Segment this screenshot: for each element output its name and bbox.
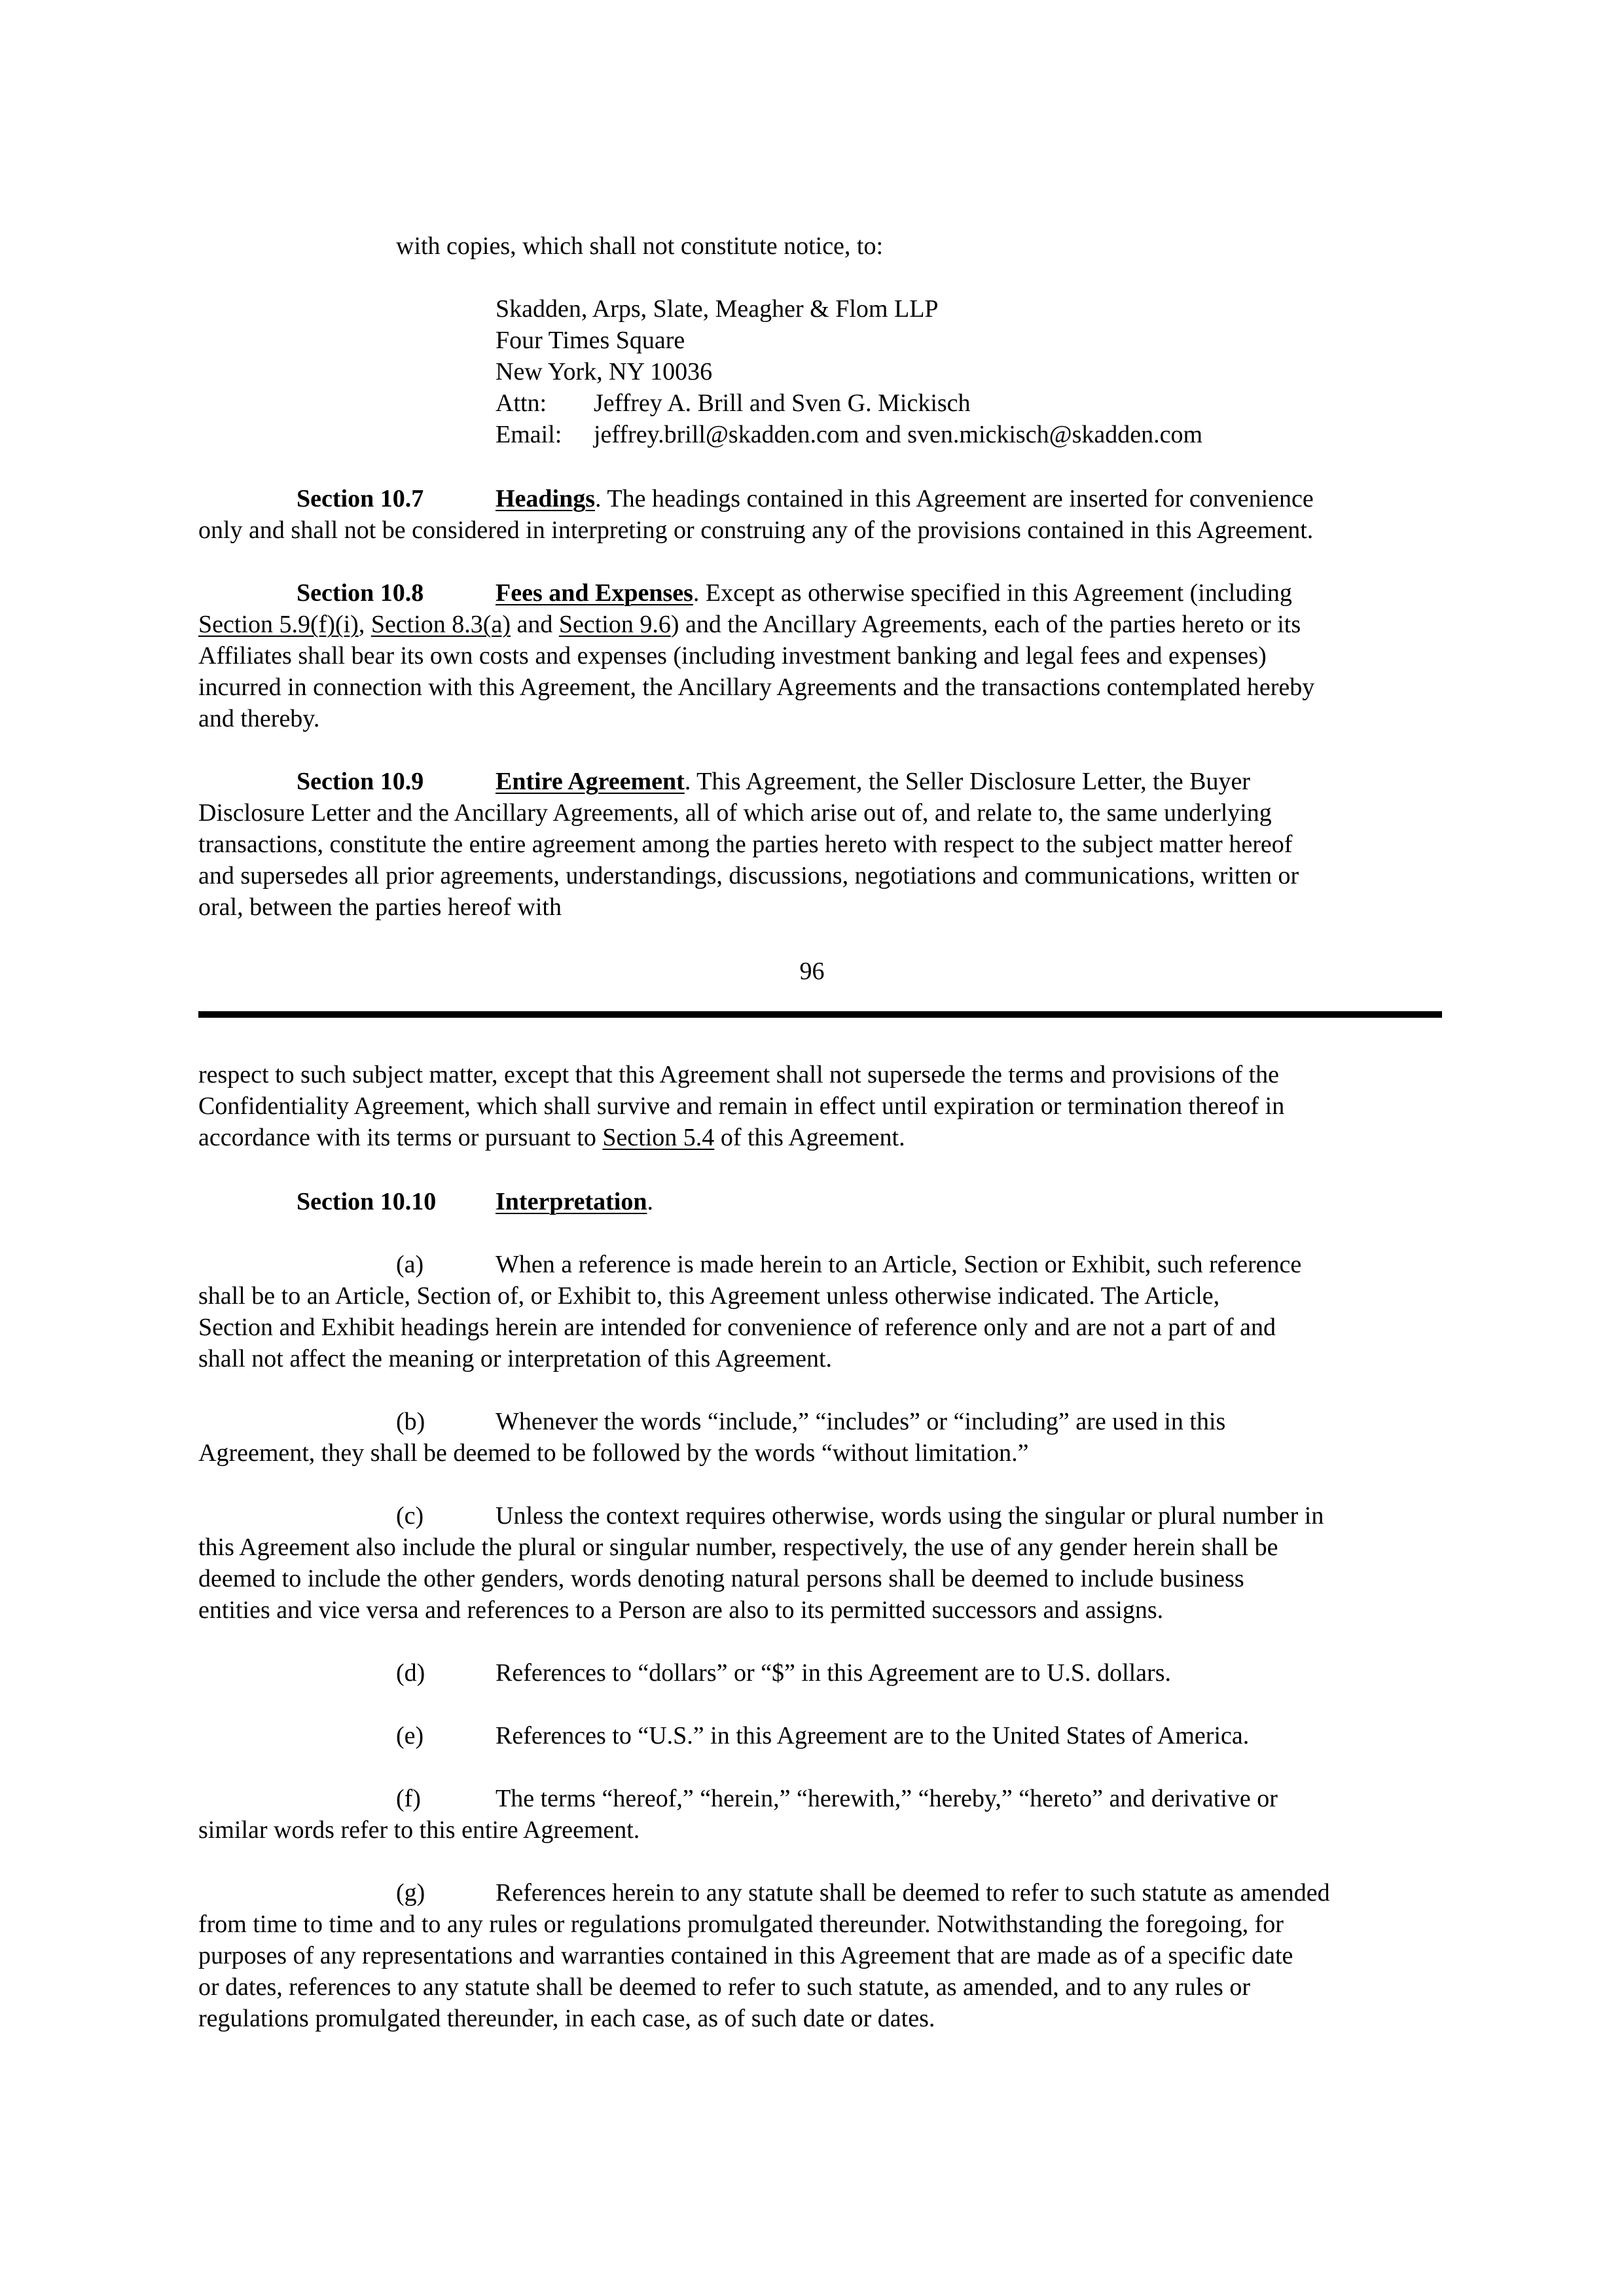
section-text: . Except as otherwise specified in this Agreement (including	[693, 579, 1292, 607]
item-c-line-2: this Agreement also include the plural or singular number, respectively, the use of any gender herein shall be	[198, 1534, 1278, 1561]
section-10-8-line-4: incurred in connection with this Agreement, the Ancillary Agreements and the transactions contemplated hereby	[198, 673, 1315, 701]
notice-firm: Skadden, Arps, Slate, Meagher & Flom LLP	[496, 295, 939, 323]
notice-intro: with copies, which shall not constitute notice, to:	[396, 232, 884, 260]
item-a-marker: (a)	[396, 1251, 424, 1278]
item-c-marker: (c)	[396, 1502, 424, 1530]
cross-reference-link[interactable]: Section 8.3(a)	[370, 611, 511, 638]
section-10-9-line-2: Disclosure Letter and the Ancillary Agreements, all of which arise out of, and relate to, the same underlying	[198, 799, 1272, 827]
item-g-line-4: or dates, references to any statute shall be deemed to refer to such statute, as amended, and to any rules or	[198, 1973, 1251, 2001]
section-10-9-first-line	[496, 766, 1250, 798]
item-e-line-1: References to “U.S.” in this Agreement are to the United States of America.	[496, 1722, 1250, 1749]
section-label: Section 10.9	[297, 768, 424, 795]
notice-email-value: jeffrey.brill@skadden.com and sven.mickisch@skadden.com	[594, 421, 1203, 448]
item-g-line-1: References herein to any statute shall be deemed to refer to such statute as amended	[496, 1879, 1330, 1907]
notice-street: Four Times Square	[496, 327, 685, 354]
section-10-8-line-5: and thereby.	[198, 705, 320, 732]
cross-reference-link[interactable]: Section 5.9(f)(i)	[198, 611, 359, 638]
section-label: Section 10.8	[297, 579, 424, 607]
section-text: ) and the Ancillary Agreements, each of the parties hereto or its	[670, 611, 1301, 638]
notice-city: New York, NY 10036	[496, 358, 713, 386]
item-g-line-3: purposes of any representations and warranties contained in this Agreement that are made as of a specific date	[198, 1942, 1293, 1969]
item-c-line-4: entities and vice versa and references to a Person are also to its permitted successors and assigns.	[198, 1596, 1164, 1624]
item-g-line-5: regulations promulgated thereunder, in each case, as of such date or dates.	[198, 2005, 935, 2032]
section-10-7-first-line	[496, 483, 1314, 515]
cross-reference-link[interactable]: Section 5.4	[602, 1124, 715, 1151]
item-d-marker: (d)	[396, 1659, 425, 1687]
item-a-line-2: shall be to an Article, Section of, or Exhibit to, this Agreement unless otherwise indicated. The Article,	[198, 1282, 1220, 1310]
item-f-marker: (f)	[396, 1785, 421, 1812]
item-g-line-2: from time to time and to any rules or regulations promulgated thereunder. Notwithstanding the foregoing, for	[198, 1910, 1284, 1938]
section-10-9-line-4: and supersedes all prior agreements, understandings, discussions, negotiations and communications, written or	[198, 862, 1299, 889]
item-a-line-1: When a reference is made herein to an Article, Section or Exhibit, such reference	[496, 1251, 1302, 1278]
section-label: Section 10.10	[297, 1188, 437, 1215]
section-10-9-line-5: oral, between the parties hereof with	[198, 893, 562, 921]
section-10-10-heading	[297, 1186, 436, 1218]
section-text: . The headings contained in this Agreement are inserted for convenience	[595, 485, 1314, 512]
page-number: 96	[799, 958, 825, 985]
notice-attn-value: Jeffrey A. Brill and Sven G. Mickisch	[594, 389, 971, 417]
section-text: .	[647, 1188, 653, 1215]
separator-text: ,	[358, 611, 371, 638]
page-break-divider	[198, 1011, 1442, 1018]
continuation-line-2: Confidentiality Agreement, which shall survive and remain in effect until expiration or termination thereof in	[198, 1092, 1285, 1120]
notice-email-label: Email:	[496, 421, 562, 448]
notice-attn-row	[496, 387, 971, 420]
item-f-line-2: similar words refer to this entire Agreement.	[198, 1816, 640, 1844]
item-c-line-3: deemed to include the other genders, words denoting natural persons shall be deemed to include business	[198, 1565, 1244, 1592]
item-e-marker: (e)	[396, 1722, 424, 1749]
section-10-8-line-2	[198, 609, 1301, 641]
notice-attn-label: Attn:	[496, 389, 547, 417]
cross-reference-link[interactable]: Section 9.6	[558, 611, 671, 638]
section-text: . This Agreement, the Seller Disclosure Letter, the Buyer	[684, 768, 1250, 795]
section-10-9-heading	[297, 766, 424, 798]
continuation-text: of this Agreement.	[714, 1124, 905, 1151]
section-10-9-line-3: transactions, constitute the entire agreement among the parties hereto with respect to the subject matter hereof	[198, 831, 1293, 858]
section-title: Fees and Expenses	[496, 579, 693, 607]
item-b-line-1: Whenever the words “include,” “includes” or “including” are used in this	[496, 1408, 1226, 1435]
section-10-7-line-2: only and shall not be considered in interpreting or construing any of the provisions contained in this Agreement.	[198, 516, 1314, 544]
item-a-line-4: shall not affect the meaning or interpretation of this Agreement.	[198, 1345, 832, 1372]
item-d-line-1: References to “dollars” or “$” in this Agreement are to U.S. dollars.	[496, 1659, 1171, 1687]
item-f-line-1: The terms “hereof,” “herein,” “herewith,” “hereby,” “hereto” and derivative or	[496, 1785, 1278, 1812]
continuation-line-3	[198, 1122, 905, 1154]
section-10-8-line-3: Affiliates shall bear its own costs and expenses (including investment banking and legal fees and expenses)	[198, 642, 1267, 670]
item-g-marker: (g)	[396, 1879, 425, 1907]
section-title: Headings	[496, 485, 596, 512]
notice-email-row	[496, 419, 1202, 451]
item-b-line-2: Agreement, they shall be deemed to be followed by the words “without limitation.”	[198, 1439, 1029, 1467]
section-10-7-heading	[297, 483, 424, 515]
section-title: Entire Agreement	[496, 768, 685, 795]
item-b-marker: (b)	[396, 1408, 425, 1435]
section-10-10-title-line	[496, 1186, 653, 1218]
section-10-8-heading	[297, 577, 424, 609]
continuation-line-1: respect to such subject matter, except that this Agreement shall not supersede the terms and provisions of the	[198, 1061, 1280, 1088]
section-10-8-first-line	[496, 577, 1292, 609]
section-label: Section 10.7	[297, 485, 424, 512]
item-c-line-1: Unless the context requires otherwise, words using the singular or plural number in	[496, 1502, 1324, 1530]
section-title: Interpretation	[496, 1188, 647, 1215]
separator-text: and	[510, 611, 559, 638]
continuation-text: accordance with its terms or pursuant to	[198, 1124, 603, 1151]
item-a-line-3: Section and Exhibit headings herein are intended for convenience of reference only and are not a part of and	[198, 1314, 1276, 1341]
